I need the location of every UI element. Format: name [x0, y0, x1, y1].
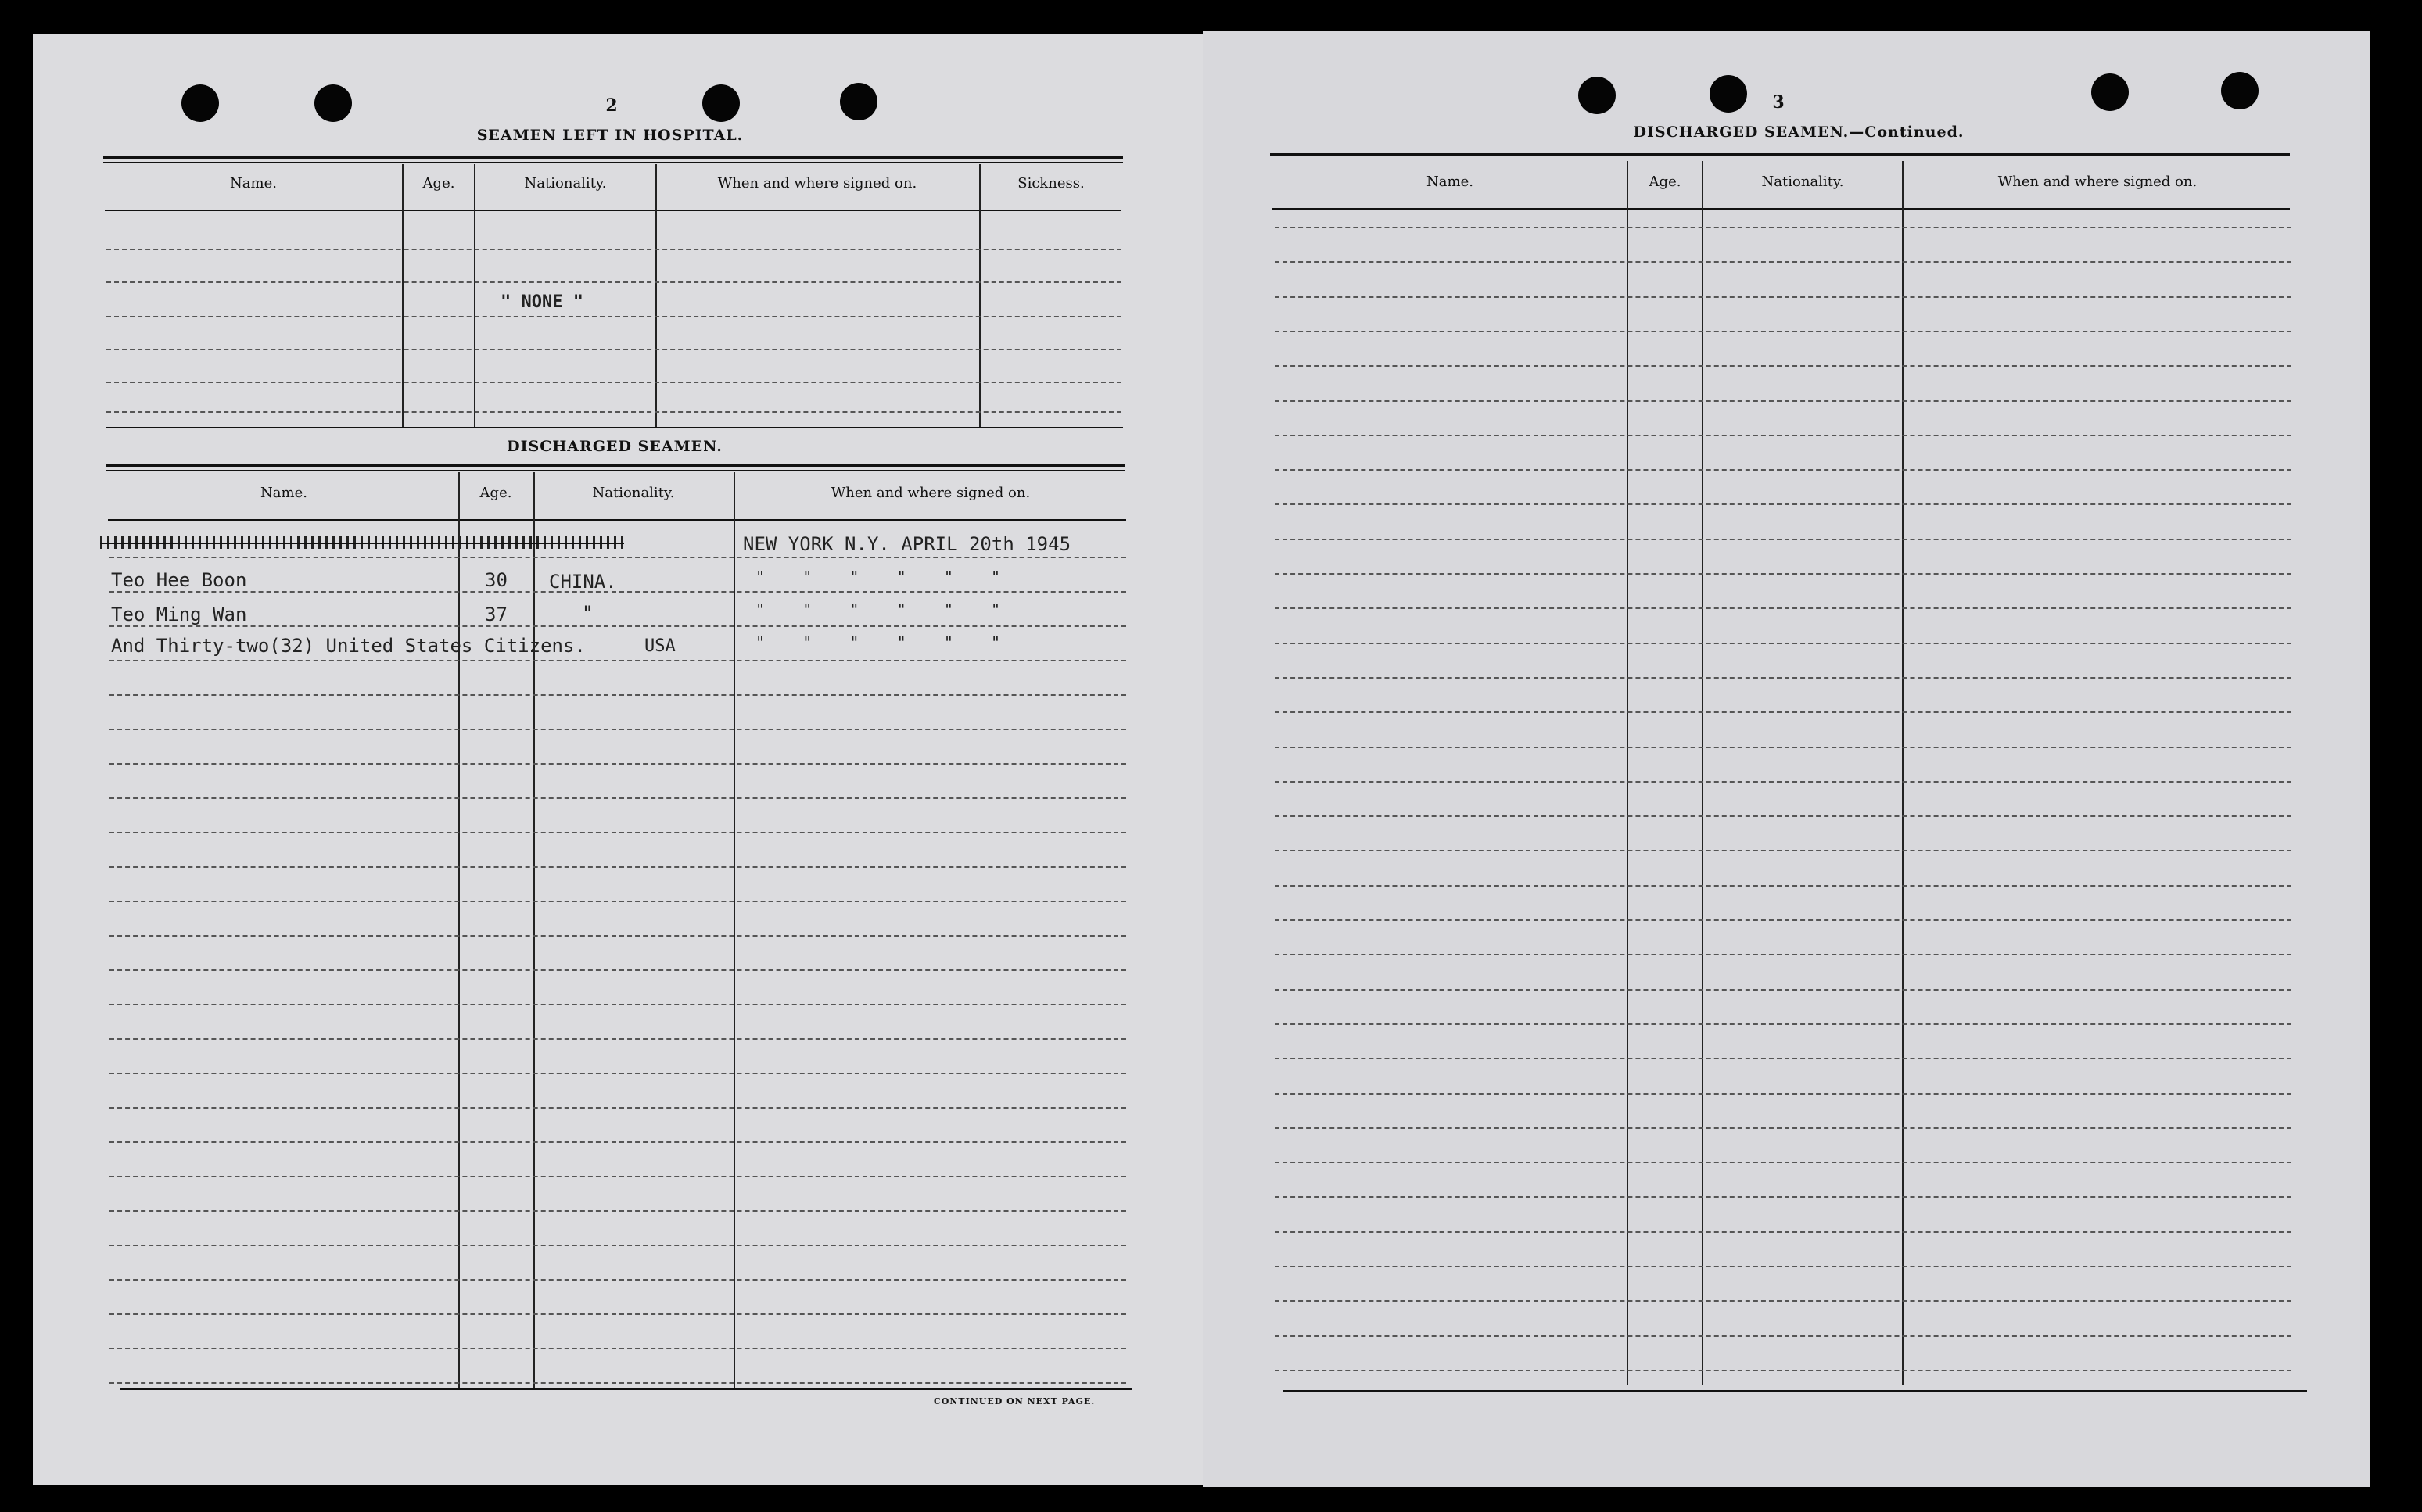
ruled-line	[109, 1176, 1126, 1177]
punch-hole	[1578, 77, 1616, 114]
ruled-line	[109, 935, 1126, 937]
page-number: 3	[1772, 92, 1785, 113]
ruled-line	[109, 729, 1126, 730]
header-name: Name.	[230, 175, 277, 192]
ruled-line	[1275, 643, 2291, 644]
ruled-line	[1275, 677, 2291, 679]
ruled-line	[109, 1245, 1126, 1246]
ruled-line	[109, 694, 1126, 696]
ruled-line	[1275, 919, 2291, 921]
punch-hole	[702, 84, 740, 122]
discharged-continued-title: DISCHARGED SEAMEN.—Continued.	[1633, 124, 1965, 141]
continued-footer: CONTINUED ON NEXT PAGE.	[934, 1396, 1096, 1406]
row-age: 30	[485, 569, 508, 591]
ruled-line	[109, 797, 1126, 799]
ruled-line	[109, 1313, 1126, 1315]
ruled-line	[109, 1141, 1126, 1143]
ruled-line	[1275, 296, 2291, 298]
punch-hole	[314, 84, 352, 122]
first-signed-on: NEW YORK N.Y. APRIL 20th 1945	[743, 533, 1071, 555]
ruled-line	[1275, 503, 2291, 505]
ruled-line	[1275, 1266, 2291, 1267]
row-signed-on: " " " " " "	[755, 600, 1001, 619]
ruled-line	[1275, 850, 2291, 851]
left-page	[33, 34, 1218, 1485]
punch-hole	[2221, 72, 2259, 109]
ruled-line	[1275, 573, 2291, 575]
header-signed-on: When and where signed on.	[831, 485, 1031, 501]
page-number: 2	[605, 95, 618, 116]
header-nationality: Nationality.	[524, 175, 607, 192]
row-age: 37	[485, 604, 508, 625]
header-nationality: Nationality.	[592, 485, 675, 501]
row-signed-on: " " " " " "	[755, 568, 1001, 586]
ruled-line	[1275, 954, 2291, 955]
header-sickness: Sickness.	[1017, 175, 1085, 192]
ruled-line	[109, 1004, 1126, 1005]
ruled-line	[109, 763, 1126, 765]
ruled-line	[1275, 989, 2291, 991]
punch-hole	[181, 84, 219, 122]
ruled-line	[1275, 435, 2291, 436]
discharged-section-title: DISCHARGED SEAMEN.	[507, 438, 723, 455]
ruled-line	[109, 832, 1126, 833]
row-name: Teo Ming Wan	[111, 604, 247, 625]
header-age: Age.	[1649, 174, 1681, 190]
ruled-line	[109, 625, 1126, 627]
ruled-line	[1275, 781, 2291, 783]
ruled-line	[109, 660, 1126, 661]
ruled-line	[109, 901, 1126, 902]
ruled-line	[1275, 227, 2291, 228]
ruled-line	[1275, 400, 2291, 402]
ruled-line	[109, 866, 1126, 868]
ruled-line	[109, 1348, 1126, 1349]
header-signed-on: When and where signed on.	[717, 175, 917, 192]
ruled-line	[1275, 365, 2291, 367]
ruled-line	[1275, 1162, 2291, 1163]
ruled-line	[1275, 607, 2291, 609]
row-nationality: USA	[644, 636, 676, 656]
ruled-line	[1275, 1370, 2291, 1371]
ruled-line	[1275, 1127, 2291, 1129]
hospital-none-entry: " NONE "	[501, 292, 583, 312]
ruled-line	[1275, 1335, 2291, 1337]
punch-hole	[2091, 73, 2129, 111]
ruled-line	[1275, 1058, 2291, 1059]
header-name: Name.	[260, 485, 307, 501]
ruled-line	[109, 1073, 1126, 1074]
ruled-line	[1275, 469, 2291, 471]
ruled-line	[109, 557, 1126, 558]
row-nationality: "	[582, 602, 594, 624]
ruled-line	[1275, 261, 2291, 263]
row-name: And Thirty-two(32) United States Citizens.	[111, 635, 586, 657]
hospital-section-title: SEAMEN LEFT IN HOSPITAL.	[476, 127, 744, 144]
ruled-line	[1275, 1231, 2291, 1233]
ruled-line	[1275, 1196, 2291, 1198]
ruled-line	[1275, 331, 2291, 332]
ruled-line	[1275, 815, 2291, 817]
ruled-line	[109, 591, 1126, 593]
right-page	[1203, 31, 2370, 1487]
ruled-line	[109, 1279, 1126, 1281]
ruled-line	[1275, 747, 2291, 748]
header-age: Age.	[479, 485, 512, 501]
row-nationality: CHINA.	[549, 571, 617, 593]
ruled-line	[1275, 1093, 2291, 1095]
ruled-line	[109, 1038, 1126, 1040]
ruled-line	[109, 1210, 1126, 1212]
header-name: Name.	[1426, 174, 1473, 190]
ruled-line	[109, 1382, 1126, 1384]
ruled-line	[1275, 539, 2291, 540]
row-name: Teo Hee Boon	[111, 569, 247, 591]
header-age: Age.	[422, 175, 455, 192]
header-nationality: Nationality.	[1761, 174, 1844, 190]
ruled-line	[1275, 1023, 2291, 1025]
ruled-line	[109, 969, 1126, 971]
header-signed-on: When and where signed on.	[1997, 174, 2198, 190]
ruled-line	[1275, 711, 2291, 713]
ruled-line	[1275, 1300, 2291, 1302]
ruled-line	[1275, 885, 2291, 887]
row-signed-on: " " " " " "	[755, 633, 1001, 652]
ruled-line	[109, 1107, 1126, 1109]
punch-hole	[840, 83, 877, 120]
punch-hole	[1710, 75, 1747, 113]
